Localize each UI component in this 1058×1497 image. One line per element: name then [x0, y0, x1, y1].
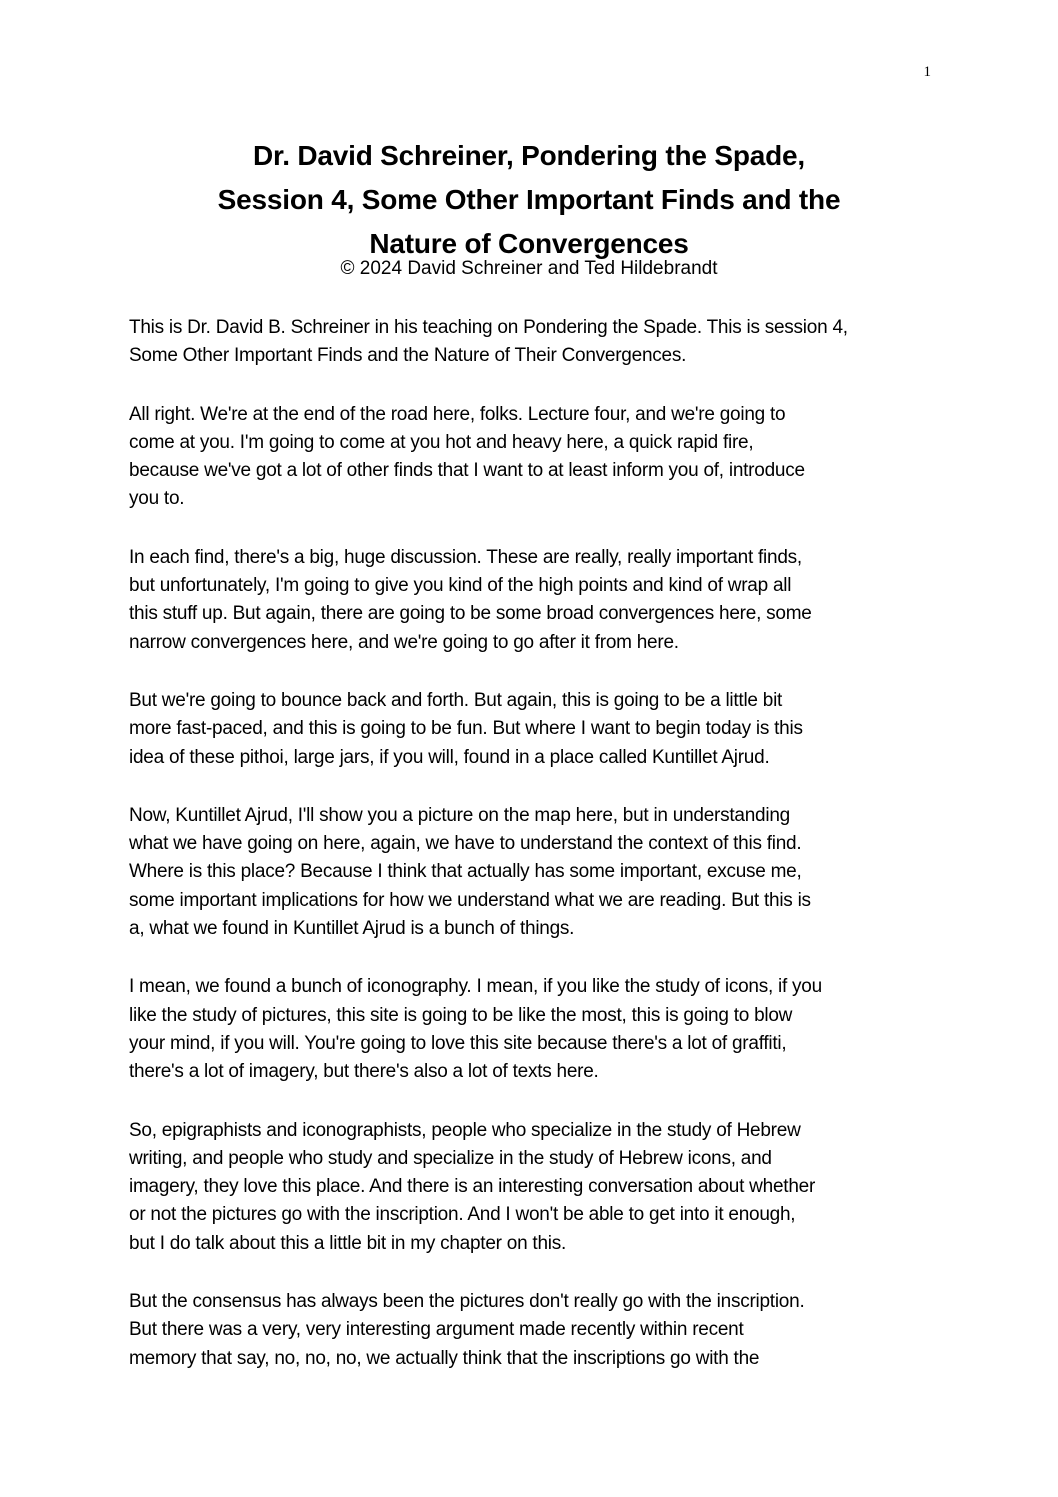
text-line: but unfortunately, I'm going to give you kind of the high points and kind of wrap all — [129, 575, 792, 597]
paragraph — [129, 401, 949, 514]
text-line: Where is this place? Because I think that actually has some important, excuse me, — [129, 861, 802, 883]
text-line: But there was a very, very interesting argument made recently within recent — [129, 1319, 744, 1341]
text-line: But the consensus has always been the pictures don't really go with the inscription. — [129, 1291, 805, 1313]
text-line: idea of these pithoi, large jars, if you will, found in a place called Kuntillet Ajrud. — [129, 746, 770, 768]
paragraph — [129, 544, 949, 657]
text-line: So, epigraphists and iconographists, people who specialize in the study of Hebrew — [129, 1119, 801, 1141]
paragraph — [129, 1117, 949, 1258]
text-line: what we have going on here, again, we have to understand the context of this find. — [129, 833, 802, 855]
text-line: a, what we found in Kuntillet Ajrud is a bunch of things. — [129, 918, 575, 940]
title-line: Dr. David Schreiner, Pondering the Spade, — [253, 140, 805, 171]
text-line: writing, and people who study and specialize in the study of Hebrew icons, and — [129, 1147, 772, 1169]
text-line: like the study of pictures, this site is going to be like the most, this is going to blow — [129, 1004, 793, 1026]
text-line: In each find, there's a big, huge discussion. These are really, really important finds, — [129, 546, 802, 568]
text-line: memory that say, no, no, no, we actually think that the inscriptions go with the — [129, 1347, 760, 1369]
text-line: this stuff up. But again, there are going to be some broad convergences here, some — [129, 603, 812, 625]
paragraph — [129, 973, 949, 1086]
text-line: but I do talk about this a little bit in my chapter on this. — [129, 1232, 567, 1254]
text-line: you to. — [129, 488, 185, 510]
title-line: Session 4, Some Other Important Finds and the — [217, 184, 841, 215]
text-line: come at you. I'm going to come at you hot and heavy here, a quick rapid fire, — [129, 431, 754, 453]
paragraph — [129, 314, 949, 371]
text-line: But we're going to bounce back and forth. But again, this is going to be a little bit — [129, 689, 783, 711]
copyright-line: © 2024 David Schreiner and Ted Hildebrandt — [340, 258, 718, 279]
text-line: Some Other Important Finds and the Nature of Their Convergences. — [129, 345, 687, 367]
paragraph — [129, 1288, 949, 1373]
text-line: or not the pictures go with the inscription. And I won't be able to get into it enough, — [129, 1204, 796, 1226]
text-line: there's a lot of imagery, but there's also a lot of texts here. — [129, 1061, 599, 1083]
text-line: This is Dr. David B. Schreiner in his teaching on Pondering the Spade. This is session 4, — [129, 317, 848, 338]
page-number: 1 — [923, 64, 931, 80]
text-line: some important implications for how we understand what we are reading. But this is — [129, 889, 811, 911]
text-line: imagery, they love this place. And there is an interesting conversation about whether — [129, 1176, 816, 1198]
paragraph — [129, 687, 949, 772]
title-line: Nature of Convergences — [369, 228, 689, 259]
text-line: because we've got a lot of other finds that I want to at least inform you of, introduce — [129, 460, 805, 482]
transcript-body — [129, 314, 949, 1403]
text-line: Now, Kuntillet Ajrud, I'll show you a picture on the map here, but in understanding — [129, 804, 790, 826]
text-line: I mean, we found a bunch of iconography. I mean, if you like the study of icons, if you — [129, 976, 822, 998]
text-line: narrow convergences here, and we're going to go after it from here. — [129, 631, 679, 653]
text-line: more fast-paced, and this is going to be fun. But where I want to begin today is this — [129, 718, 803, 740]
paragraph — [129, 802, 949, 943]
text-line: All right. We're at the end of the road here, folks. Lecture four, and we're going to — [129, 403, 786, 425]
document-title — [129, 134, 929, 266]
text-line: your mind, if you will. You're going to love this site because there's a lot of graffiti, — [129, 1032, 787, 1054]
